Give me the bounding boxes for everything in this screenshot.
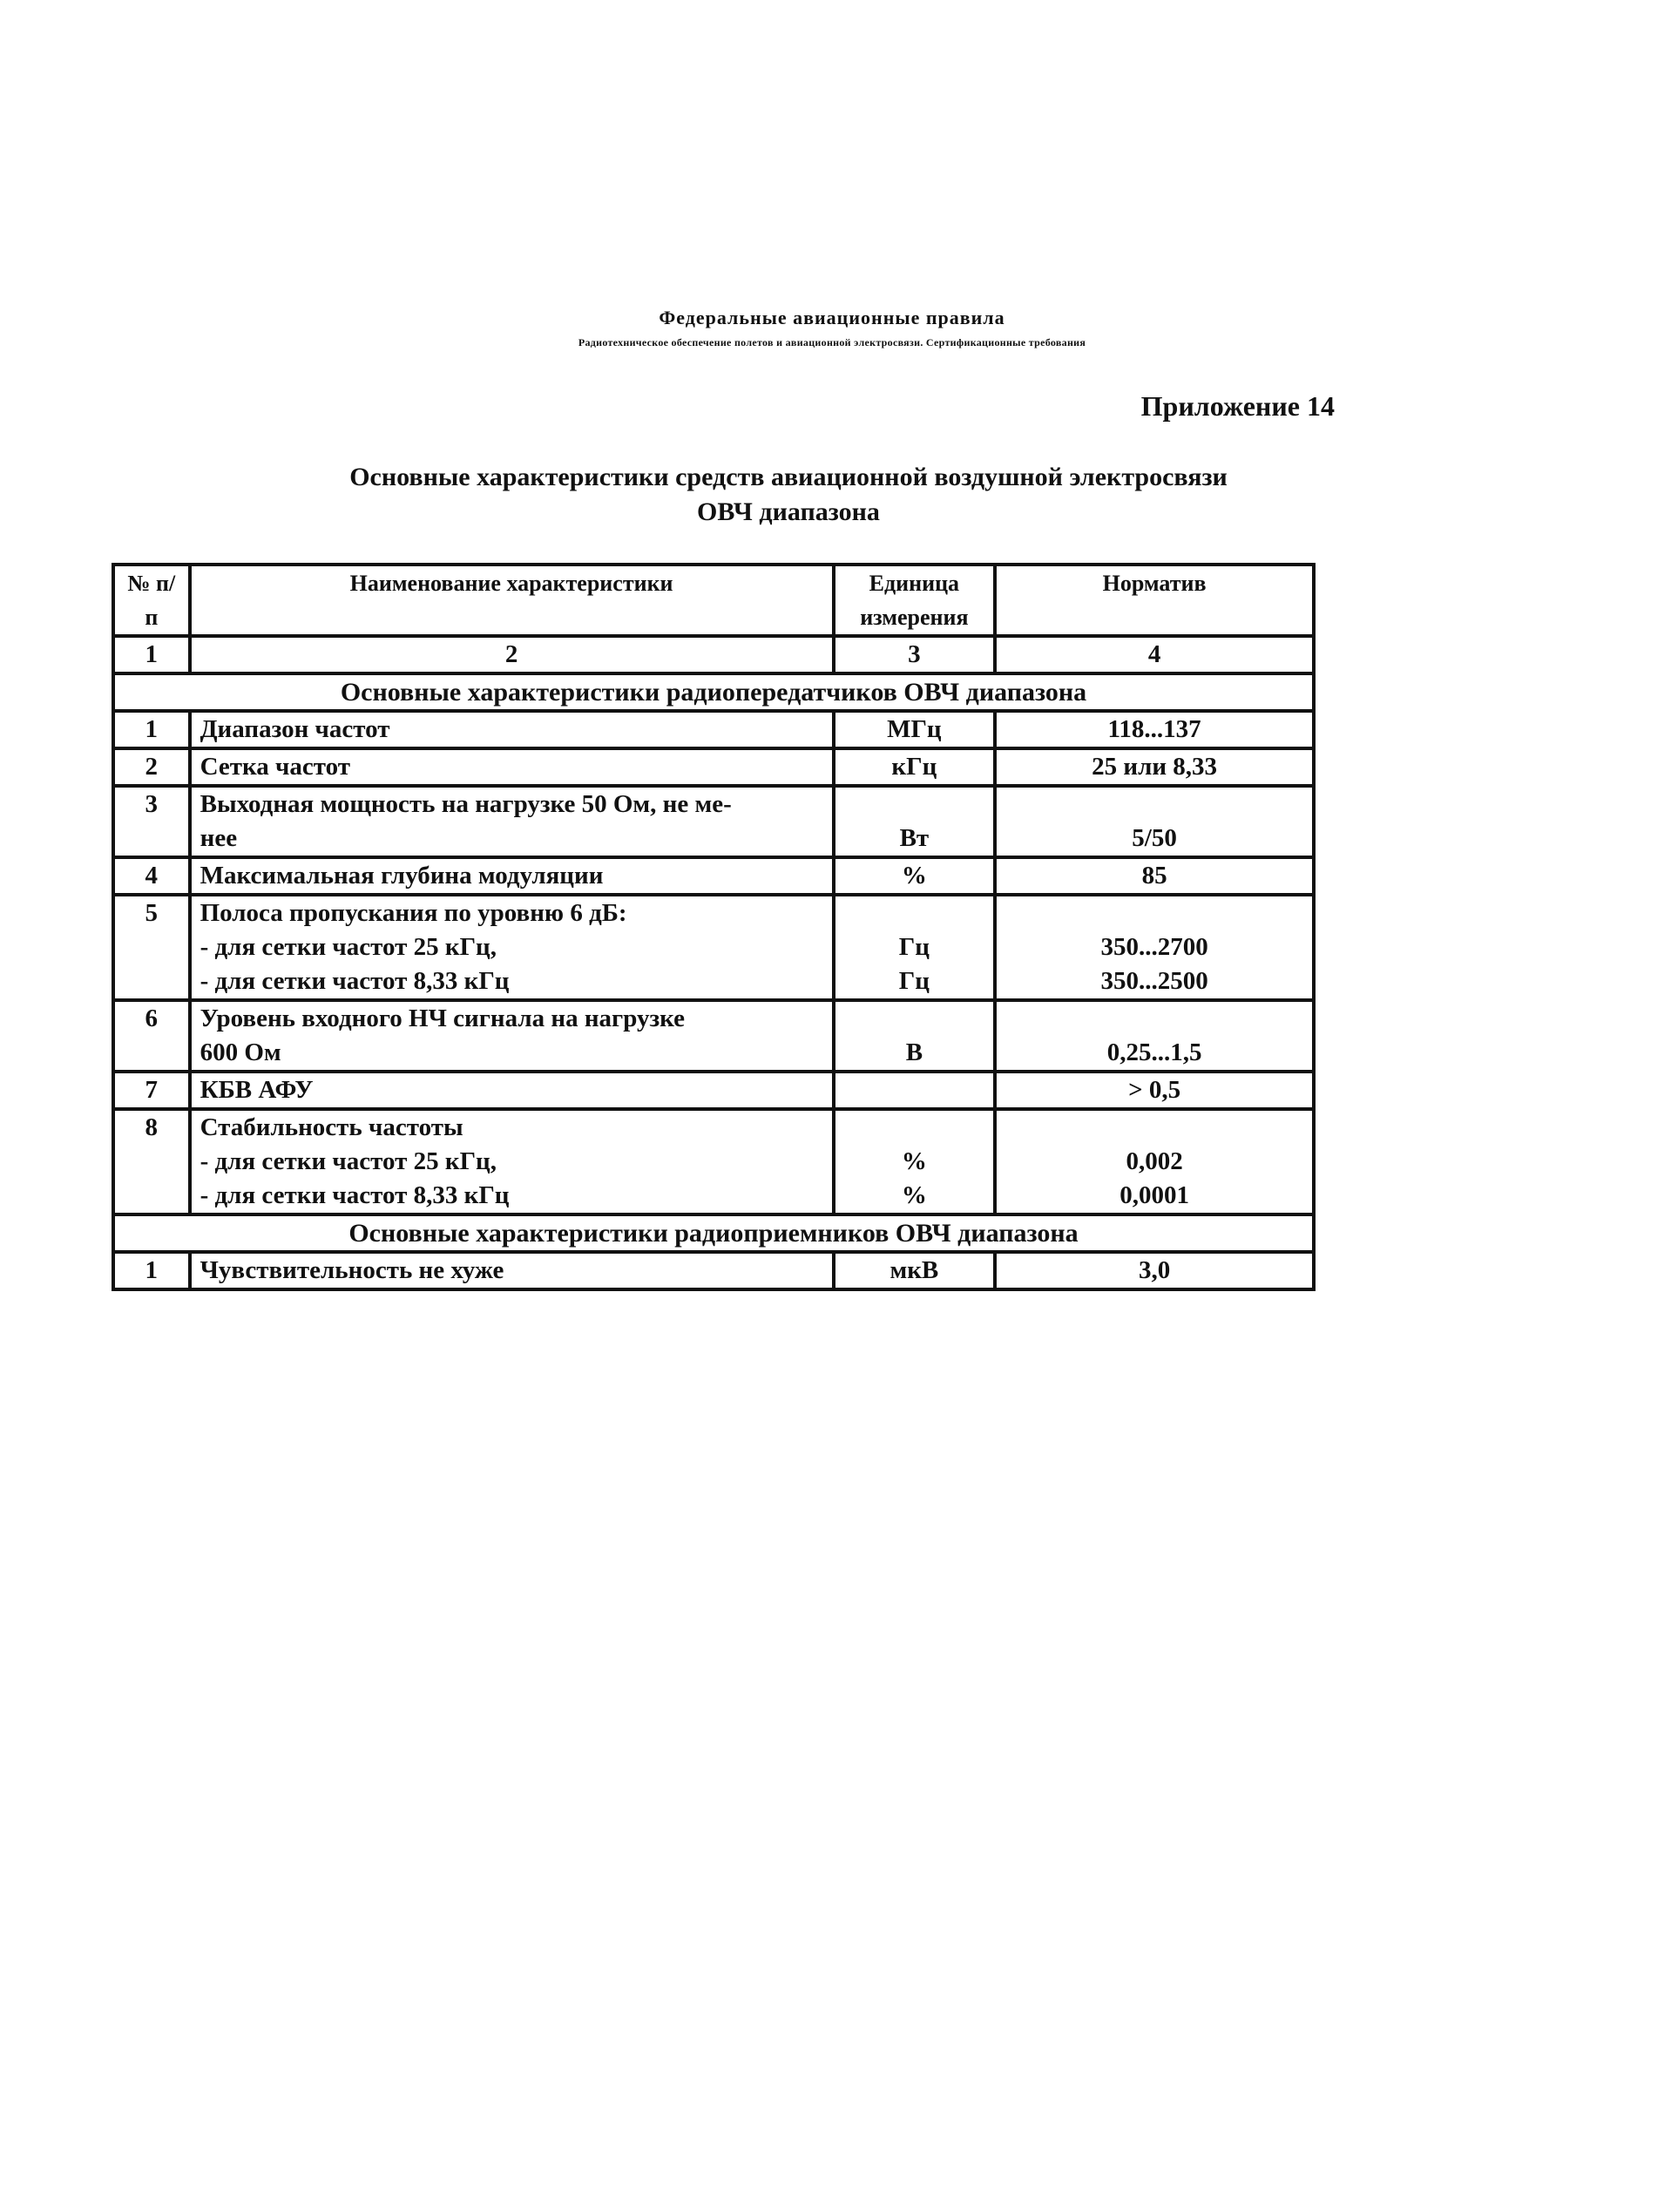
header-unit: Единица измерения <box>834 565 996 636</box>
appendix-label: Приложение 14 <box>1140 390 1335 422</box>
row-norm-line: 0,0001 <box>1119 1181 1189 1209</box>
column-number: 2 <box>190 636 834 673</box>
row-name: Максимальная глубина модуляции <box>190 857 834 895</box>
row-norm: 25 или 8,33 <box>995 748 1314 786</box>
table-row <box>113 857 1314 895</box>
row-name-line: Полоса пропускания по уровню 6 дБ: <box>200 899 627 927</box>
table-row <box>113 748 1314 786</box>
row-num: 7 <box>113 1072 190 1109</box>
row-name-line: - для сетки частот 25 кГц, <box>200 1147 497 1175</box>
table-row <box>113 711 1314 748</box>
row-num: 4 <box>113 857 190 895</box>
row-unit-line: Гц <box>898 967 930 995</box>
specification-table <box>112 563 1316 1291</box>
row-norm-line: 350...2700 <box>1100 933 1208 961</box>
row-name <box>190 895 834 1000</box>
table-row <box>113 1000 1314 1072</box>
row-name <box>190 1000 834 1072</box>
row-num: 1 <box>113 1252 190 1289</box>
section-transmitters <box>113 673 1314 711</box>
document-title-line1: Основные характеристики средств авиационной воздушной электросвязи <box>349 463 1228 491</box>
header-name: Наименование характеристики <box>190 565 834 636</box>
row-norm: > 0,5 <box>995 1072 1314 1109</box>
row-unit: мкВ <box>834 1252 996 1289</box>
row-name-line: Уровень входного НЧ сигнала на нагрузке <box>200 1005 685 1032</box>
row-num: 6 <box>113 1000 190 1072</box>
row-unit <box>834 1109 996 1214</box>
table-row <box>113 1072 1314 1109</box>
row-norm: 85 <box>995 857 1314 895</box>
row-name: Чувствительность не хуже <box>190 1252 834 1289</box>
row-name-line: нее <box>200 824 238 852</box>
row-num: 5 <box>113 895 190 1000</box>
column-number: 3 <box>834 636 996 673</box>
row-norm: 5/50 <box>995 786 1314 857</box>
row-name: Сетка частот <box>190 748 834 786</box>
row-norm <box>995 1109 1314 1214</box>
row-name <box>190 786 834 857</box>
column-number: 1 <box>113 636 190 673</box>
row-norm-line: 0,002 <box>1126 1147 1183 1175</box>
section-receivers <box>113 1214 1314 1252</box>
row-unit: кГц <box>834 748 996 786</box>
header-num: № п/п <box>113 565 190 636</box>
row-norm-line: 350...2500 <box>1100 967 1208 995</box>
table-row <box>113 786 1314 857</box>
row-unit: % <box>834 857 996 895</box>
row-unit <box>834 895 996 1000</box>
row-num: 8 <box>113 1109 190 1214</box>
section-title: Основные характеристики радиопередатчиков ОВЧ диапазона <box>113 673 1314 711</box>
row-name-line: Стабильность частоты <box>200 1113 463 1141</box>
row-num: 1 <box>113 711 190 748</box>
row-name-line: Выходная мощность на нагрузке 50 Ом, не ме- <box>200 790 732 818</box>
table-row <box>113 895 1314 1000</box>
row-unit: В <box>834 1000 996 1072</box>
document-title <box>157 460 1420 530</box>
row-num: 3 <box>113 786 190 857</box>
row-name-line: - для сетки частот 8,33 кГц <box>200 967 510 995</box>
row-norm: 0,25...1,5 <box>995 1000 1314 1072</box>
column-number: 4 <box>995 636 1314 673</box>
row-name-line: - для сетки частот 25 кГц, <box>200 933 497 961</box>
document-title-line2: ОВЧ диапазона <box>697 497 880 526</box>
header-norm: Норматив <box>995 565 1314 636</box>
table-row <box>113 1109 1314 1214</box>
column-numbers-row <box>113 636 1314 673</box>
row-norm: 3,0 <box>995 1252 1314 1289</box>
header-subtitle: Радиотехническое обеспечение полетов и авиационной электросвязи. Сертификационные требования <box>578 336 1086 348</box>
section-title: Основные характеристики радиоприемников ОВЧ диапазона <box>113 1214 1314 1252</box>
row-norm <box>995 895 1314 1000</box>
row-unit: МГц <box>834 711 996 748</box>
row-unit-line: Гц <box>898 933 930 961</box>
row-name <box>190 1109 834 1214</box>
row-name-line: - для сетки частот 8,33 кГц <box>200 1181 510 1209</box>
table-row <box>113 1252 1314 1289</box>
row-num: 2 <box>113 748 190 786</box>
header-title: Федеральные авиационные правила <box>659 307 1005 328</box>
table-header-row <box>113 565 1314 636</box>
row-name-line: 600 Ом <box>200 1038 281 1066</box>
row-unit: Вт <box>834 786 996 857</box>
row-unit <box>834 1072 996 1109</box>
row-name: Диапазон частот <box>190 711 834 748</box>
row-name: КБВ АФУ <box>190 1072 834 1109</box>
row-norm: 118...137 <box>995 711 1314 748</box>
row-unit-line: % <box>901 1147 927 1175</box>
row-unit-line: % <box>901 1181 927 1209</box>
